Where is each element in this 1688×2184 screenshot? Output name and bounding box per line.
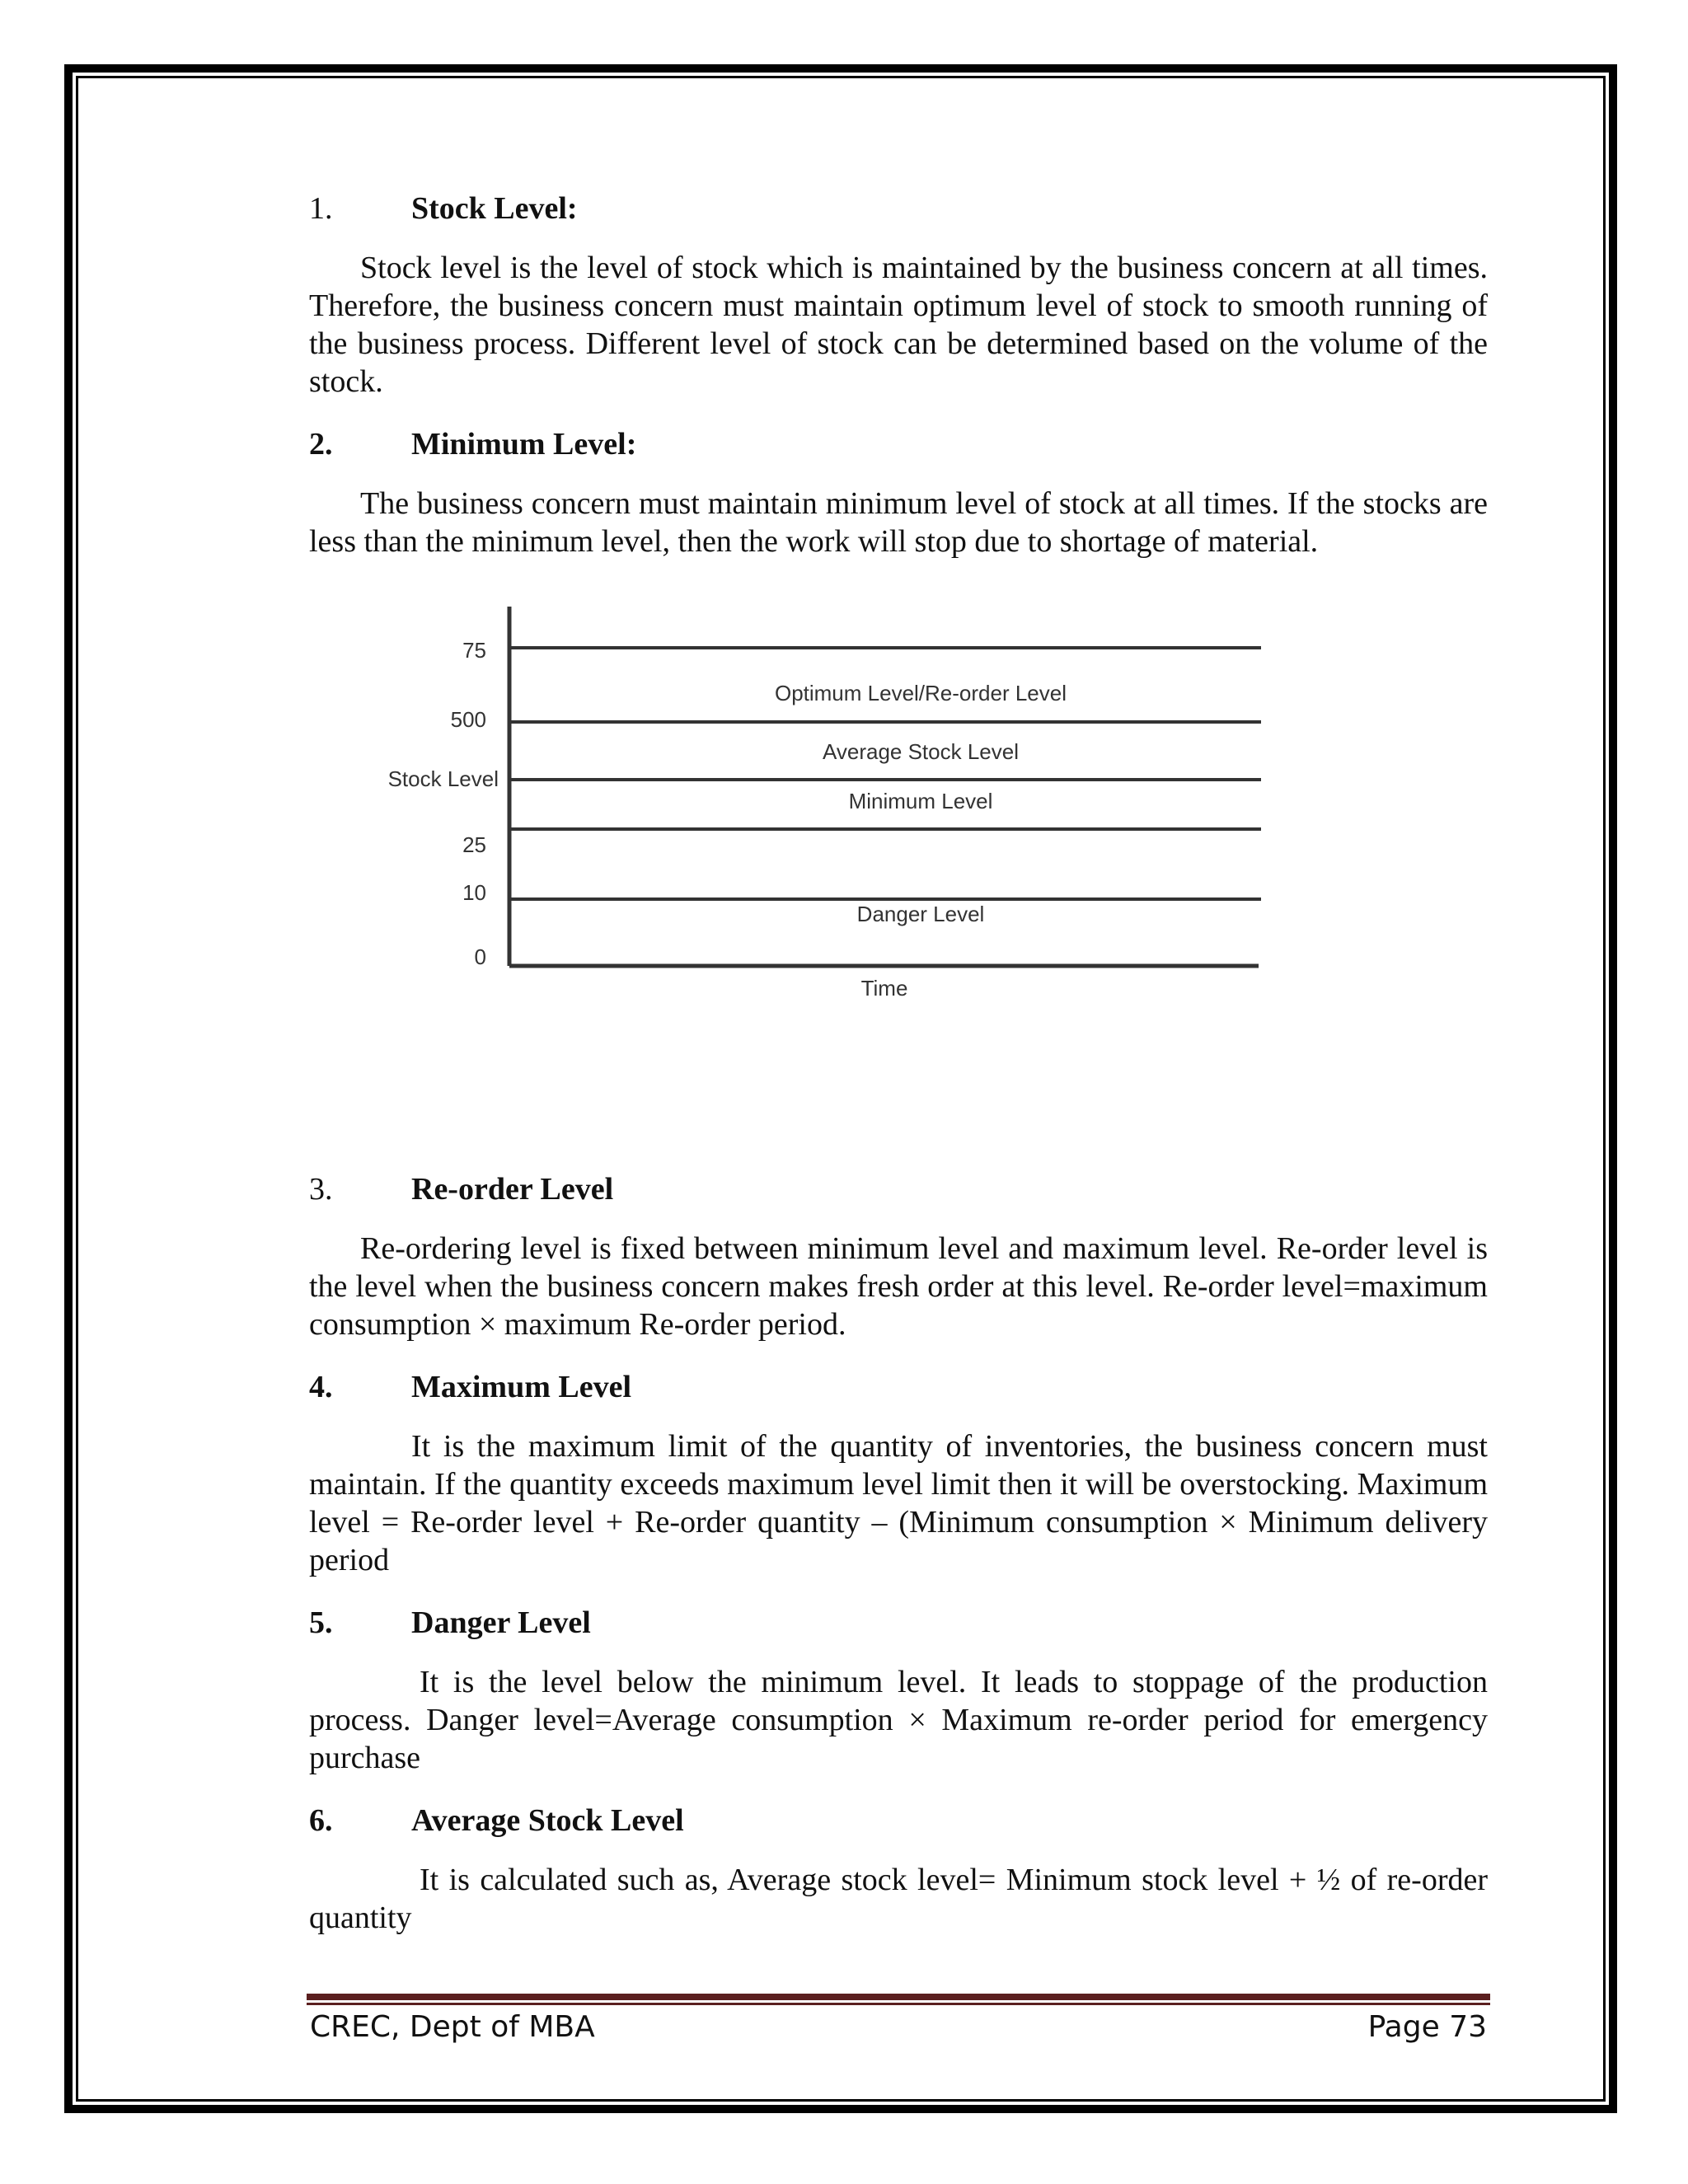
- section-title: Average Stock Level: [411, 1803, 684, 1838]
- section-number: 6.: [309, 1803, 333, 1838]
- section-title: Re-order Level: [411, 1172, 614, 1207]
- section-heading-minimum-level: [309, 425, 1488, 463]
- section-number: 5.: [309, 1605, 333, 1640]
- y-tick-label: 0: [474, 944, 486, 969]
- section-body-maximum-level: It is the maximum limit of the quantity of inventories, the business concern must maintain. If the quantity exceeds maximum level limit then it will be overstocking. Maximum level = Re-order level + Re-order quantity – (Minimum consumption × Minimum delivery period: [309, 1429, 1488, 1577]
- section-number: 1.: [309, 191, 333, 226]
- band-label-minimum: Minimum Level: [848, 789, 993, 813]
- footer-rule: [307, 1994, 1490, 2000]
- y-tick-label: 25: [462, 832, 486, 857]
- section-heading-reorder-level: [309, 1170, 1488, 1208]
- section-heading-danger-level: [309, 1604, 1488, 1642]
- y-tick-label: 75: [462, 638, 486, 663]
- section-number: 2.: [309, 427, 333, 462]
- section-title: Maximum Level: [411, 1370, 632, 1404]
- section-number: 3.: [309, 1172, 333, 1207]
- footer-page-number: Page 73: [1367, 2010, 1487, 2044]
- section-number: 4.: [309, 1370, 333, 1404]
- section-heading-average-stock-level: [309, 1802, 1488, 1840]
- y-tick-label: 500: [450, 707, 486, 732]
- footer-rule-thin: [307, 2003, 1490, 2005]
- section-heading-stock-level: [309, 190, 1488, 227]
- section-heading-maximum-level: [309, 1368, 1488, 1406]
- page-content: [309, 190, 1488, 1961]
- stock-levels-diagram: [309, 585, 1488, 1129]
- section-title: Danger Level: [411, 1605, 591, 1640]
- stock-levels-figure: [309, 585, 1488, 1129]
- x-axis-label: Time: [860, 976, 908, 1001]
- y-tick-label: 10: [462, 880, 486, 905]
- band-label-average: Average Stock Level: [823, 739, 1019, 764]
- band-label-optimum: Optimum Level/Re-order Level: [774, 681, 1067, 705]
- section-body-danger-level: It is the level below the minimum level. It leads to stoppage of the production process. Danger level=Average consumption × Maximum re-order period for emergency purchase: [309, 1665, 1488, 1775]
- section-title: Stock Level:: [411, 191, 578, 226]
- section-title: Minimum Level:: [411, 427, 637, 462]
- y-axis-label: Stock Level: [387, 766, 499, 791]
- section-body-average-stock-level: It is calculated such as, Average stock level= Minimum stock level + ½ of re-order quantity: [309, 1863, 1488, 1935]
- section-body-stock-level: Stock level is the level of stock which is maintained by the business concern at all times. Therefore, the business concern must maintain optimum level of stock to smooth running of the business process. Different level of stock can be determined based on the volume of the stock.: [309, 251, 1488, 399]
- footer-department: CREC, Dept of MBA: [310, 2010, 595, 2044]
- section-body-minimum-level: The business concern must maintain minimum level of stock at all times. If the stocks are less than the minimum level, then the work will stop due to shortage of material.: [309, 486, 1488, 559]
- band-label-danger: Danger Level: [856, 902, 985, 926]
- section-body-reorder-level: Re-ordering level is fixed between minimum level and maximum level. Re-order level is the level when the business concern makes fresh order at this level. Re-order level=maximum consumption × maximum Re-order period.: [309, 1231, 1488, 1342]
